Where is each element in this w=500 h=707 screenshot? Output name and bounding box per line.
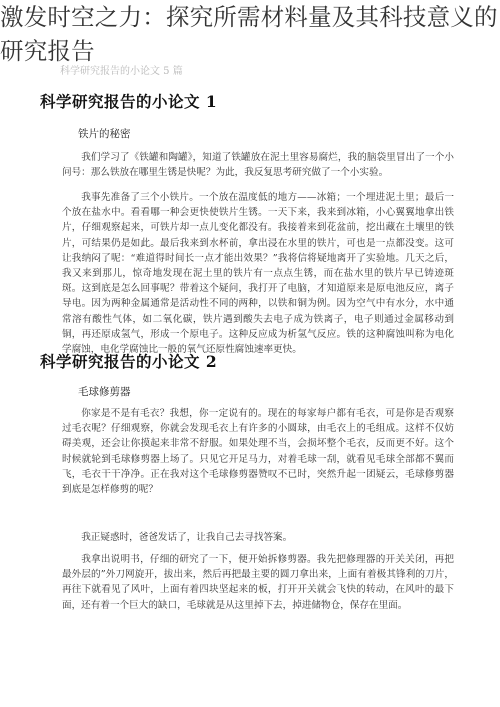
section-2-paragraph-2: 我正疑惑时，爸爸发话了，让我自己去寻找答案。 [81, 532, 293, 543]
section-1-title: 科学研究报告的小论文 1 [40, 92, 218, 111]
section-2-subtitle: 毛球修剪器 [78, 386, 131, 398]
section-1-subtitle: 铁片的秘密 [78, 128, 131, 140]
faint-caption: 科学研究报告的小论文 5 篇 [60, 66, 183, 77]
section-2-title: 科学研究报告的小论文 2 [40, 352, 218, 371]
section-2-paragraph-3: 我拿出说明书，仔细的研究了一下，便开始拆修剪器。我先把修理器的开关关闭，再把最外层的”外刀网旋开，拔出来，然后再把最主要的圆刀拿出来，上面有着极其锋利的刀片，再往下就看见了风叶，上面有着四块坚起来的板，打开开关就会飞快的转动，在风叶的最下面，还有着一个巨大的缺口，毛球就是从这里掉下去，掉进储物仓，保存在里面。 [62, 554, 454, 611]
section-2-paragraph-1: 你家是不是有毛衣？我想，你一定说有的。现在的每家每户都有毛衣，可是你是否观察过毛衣呢？仔细观察，你就会发现毛衣上有许多的小圆球，由毛衣上的毛组成。这样不仅妨碍美观，还会让你摸起来非常不舒服。如果处理不当，会损坏整个毛衣，反而更不好。这个时候就轮到毛球修剪器上场了。只见它开足马力，对着毛球一刮，就看见毛球全部都不翼而飞，毛衣干干净净。正在我对这个毛球修剪器赞叹不已时，突然升起一团疑云，毛球修剪器到底是怎样修剪的呢？ [62, 408, 454, 496]
headline: 激发时空之力：探究所需材料量及其科技意义的研究报告 [0, 3, 498, 65]
section-1-paragraph-1: 我们学习了《铁罐和陶罐》，知道了铁罐放在泥土里容易腐烂，我的脑袋里冒出了一个小问号：那么铁放在哪里生锈是快呢？为此，我反复思考研究做了一个小实验。 [62, 152, 454, 179]
section-1-paragraph-2: 我事先准备了三个小铁片。一个放在温度低的地方——冰箱；一个埋进泥土里；最后一个放在盐水中。看看哪一种会更快使铁片生锈。一天下来，我来到冰箱，小心翼翼地拿出铁片，仔细观察起来，可铁片却一点儿变化都没有。我接着来到花盆前，挖出藏在土壤里的铁片，可结果仍是如此。最后我来到水杯前，拿出浸在水里的铁片，可也是一点都没变。这可让我纳闷了呢：“难道得时间长一点才能出效果？”我将信将疑地离开了实验地。几天之后，我又来到那儿，惊奇地发现在泥土里的铁片有一点点生锈，而在盐水里的铁片早已铸迹斑斑。这到底是怎么回事呢？带着这个疑问，我打开了电脑，才知道原来是原电池反应，离子导电。因为两种金属通常是活动性不同的两种，以铁和铜为例。因为空气中有水分，水中通常溶有酸性气体，如二氧化碳，铁片遇到酸失去电子成为铁离子，电子则通过金属移动到铜，再还原成氢气，形成一个原电子。这种反应成为析氢气反应。铁的这种腐蚀叫称为电化学腐蚀，电化学腐蚀比一般的氧气还原性腐蚀速率更快。 [62, 192, 454, 356]
